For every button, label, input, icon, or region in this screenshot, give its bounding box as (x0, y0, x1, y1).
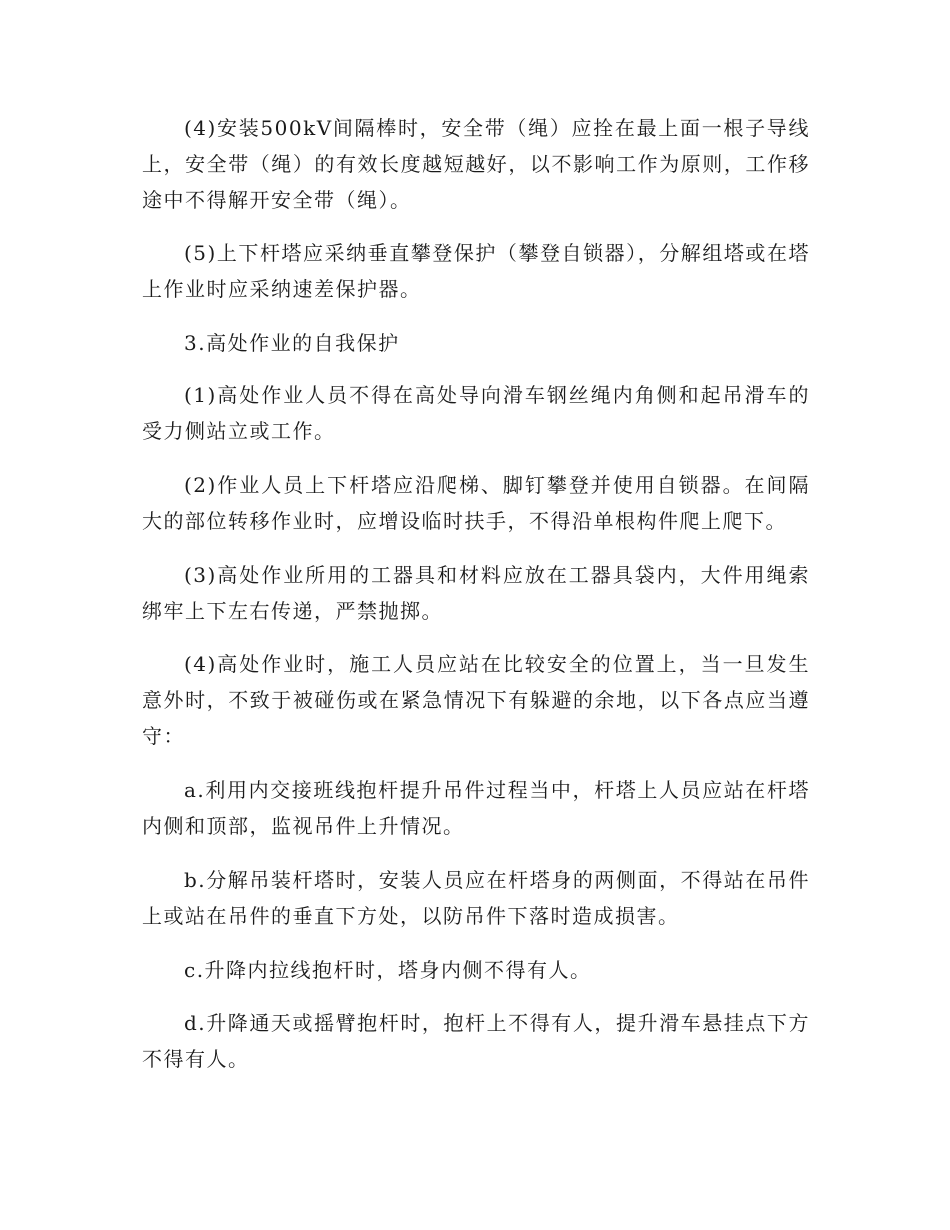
paragraph-item-1: (1)高处作业人员不得在高处导向滑车钢丝绳内角侧和起吊滑车的受力侧站立或工作。 (142, 383, 810, 443)
paragraph-item-4: (4)高处作业时，施工人员应站在比较安全的位置上，当一旦发生意外时，不致于被碰伤或在紧急情况下有躲避的余地，以下各点应当遵守： (142, 652, 810, 748)
paragraph-item-2: (2)作业人员上下杆塔应沿爬梯、脚钉攀登并使用自锁器。在间隔大的部位转移作业时，应增设临时扶手，不得沿单根构件爬上爬下。 (142, 473, 810, 533)
paragraph-sub-d: d.升降通天或摇臂抱杆时，抱杆上不得有人，提升滑车悬挂点下方不得有人。 (142, 1011, 810, 1071)
paragraph-install-spacer: (4)安装500kV间隔棒时，安全带（绳）应拴在最上面一根子导线上，安全带（绳）的有效长度越短越好，以不影响工作为原则，工作移途中不得解开安全带（绳）。 (142, 116, 810, 212)
paragraph-sub-a: a.利用内交接班线抱杆提升吊件过程当中，杆塔上人员应站在杆塔内侧和顶部，监视吊件上升情况。 (142, 778, 810, 838)
paragraph-item-3: (3)高处作业所用的工器具和材料应放在工器具袋内，大件用绳索绑牢上下左右传递，严禁抛掷。 (142, 563, 810, 623)
paragraph-climbing-protection: (5)上下杆塔应采纳垂直攀登保护（攀登自锁器），分解组塔或在塔上作业时应采纳速差保护器。 (142, 241, 810, 301)
section-heading-self-protection: 3.高处作业的自我保护 (184, 331, 400, 355)
paragraph-sub-b: b.分解吊装杆塔时，安装人员应在杆塔身的两侧面，不得站在吊件上或站在吊件的垂直下方处，以防吊件下落时造成损害。 (142, 868, 810, 928)
paragraph-sub-c: c.升降内拉线抱杆时，塔身内侧不得有人。 (184, 958, 592, 982)
